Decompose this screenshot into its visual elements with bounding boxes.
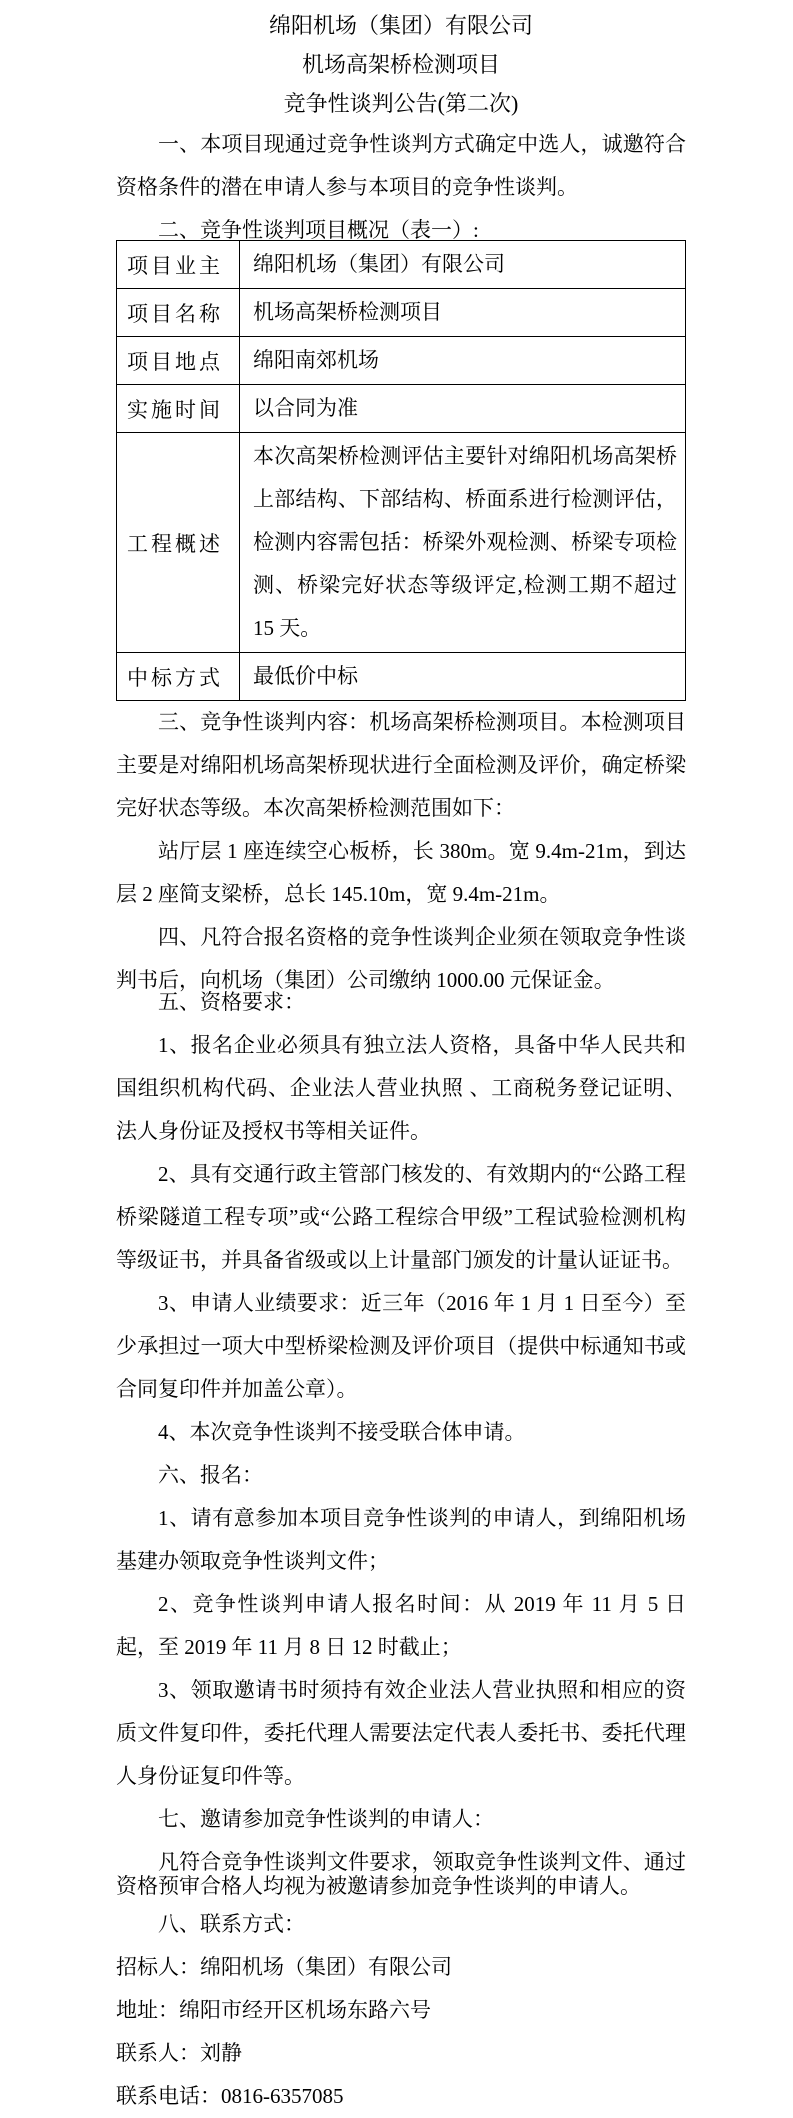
row-label: 实施时间 [117, 385, 240, 433]
project-overview-table [116, 240, 686, 701]
paragraph: 站厅层 1 座连续空心板桥，长 380m。宽 9.4m-21m，到达层 2 座简支梁桥，总长 145.10m，宽 9.4m-21m。 [116, 839, 686, 906]
row-label: 项目名称 [117, 289, 240, 337]
table-row [117, 385, 686, 433]
paragraph: 联系人：刘静 [116, 2041, 242, 2065]
row-value: 以合同为准 [240, 385, 686, 433]
paragraph: 一、本项目现通过竞争性谈判方式确定中选人，诚邀符合资格条件的潜在申请人参与本项目的竞争性谈判。 [116, 132, 686, 199]
row-value: 机场高架桥检测项目 [240, 289, 686, 337]
paragraph: 三、竞争性谈判内容：机场高架桥检测项目。本检测项目主要是对绵阳机场高架桥现状进行全面检测及评价，确定桥梁完好状态等级。本次高架桥检测范围如下： [116, 710, 686, 820]
paragraph: 五、资格要求： [158, 990, 305, 1014]
paragraph: 招标人：绵阳机场（集团）有限公司 [116, 1955, 452, 1979]
row-value: 绵阳机场（集团）有限公司 [240, 241, 686, 289]
body-section [116, 701, 686, 2118]
document-content [116, 0, 686, 2118]
table-row [117, 337, 686, 385]
row-label: 中标方式 [117, 653, 240, 701]
document-title-line: 绵阳机场（集团）有限公司 [268, 13, 533, 38]
paragraph: 二、竞争性谈判项目概况（表一）: [158, 218, 479, 242]
paragraph: 2、具有交通行政主管部门核发的、有效期内的“公路工程桥梁隧道工程专项”或“公路工程综合甲级”工程试验检测机构等级证书，并具备省级或以上计量部门颁发的计量认证证书。 [116, 1162, 686, 1272]
paragraph: 3、领取邀请书时须持有效企业法人营业执照和相应的资质文件复印件，委托代理人需要法定代表人委托书、委托代理人身份证复印件等。 [116, 1678, 686, 1788]
row-value: 最低价中标 [240, 653, 686, 701]
row-label: 项目业主 [117, 241, 240, 289]
paragraph: 七、邀请参加竞争性谈判的申请人： [158, 1807, 494, 1831]
paragraph: 1、报名企业必须具有独立法人资格，具备中华人民共和国组织机构代码、企业法人营业执照 、工商税务登记证明、法人身份证及授权书等相关证件。 [116, 1033, 686, 1143]
paragraph: 2、竞争性谈判申请人报名时间：从 2019 年 11 月 5 日起，至 2019 年 11 月 8 日 12 时截止； [116, 1592, 686, 1659]
paragraph: 四、凡符合报名资格的竞争性谈判企业须在领取竞争性谈判书后，向机场（集团）公司缴纳 1000.00 元保证金。 [116, 925, 686, 992]
project-overview-table-body [117, 241, 686, 701]
table-row [117, 653, 686, 701]
table-row [117, 433, 686, 653]
paragraph: 3、申请人业绩要求：近三年（2016 年 1 月 1 日至今）至少承担过一项大中型桥梁检测及评价项目（提供中标通知书或合同复印件并加盖公章）。 [116, 1291, 686, 1401]
row-value: 绵阳南郊机场 [240, 337, 686, 385]
paragraph: 4、本次竞争性谈判不接受联合体申请。 [158, 1420, 526, 1444]
paragraph: 地址：绵阳市经开区机场东路六号 [116, 1998, 431, 2022]
paragraph: 六、报名： [158, 1463, 263, 1487]
document-title-line: 机场高架桥检测项目 [301, 52, 500, 77]
intro-section [116, 123, 686, 252]
row-label: 项目地点 [117, 337, 240, 385]
title-block [116, 6, 686, 123]
paragraph: 凡符合竞争性谈判文件要求，领取竞争性谈判文件、通过资格预审合格人均视为被邀请参加竞争性谈判的申请人。 [116, 1850, 686, 1898]
paragraph: 联系电话：0816-6357085 [116, 2084, 344, 2108]
paragraph: 八、联系方式： [158, 1912, 305, 1936]
document-title-line: 竞争性谈判公告(第二次) [283, 91, 519, 116]
row-value: 本次高架桥检测评估主要针对绵阳机场高架桥上部结构、下部结构、桥面系进行检测评估，检测内容需包括：桥梁外观检测、桥梁专项检测、桥梁完好状态等级评定,检测工期不超过 15 天。 [240, 433, 686, 653]
paragraph: 1、请有意参加本项目竞争性谈判的申请人，到绵阳机场基建办领取竞争性谈判文件； [116, 1506, 686, 1573]
row-label: 工程概述 [117, 433, 240, 653]
table-row [117, 289, 686, 337]
